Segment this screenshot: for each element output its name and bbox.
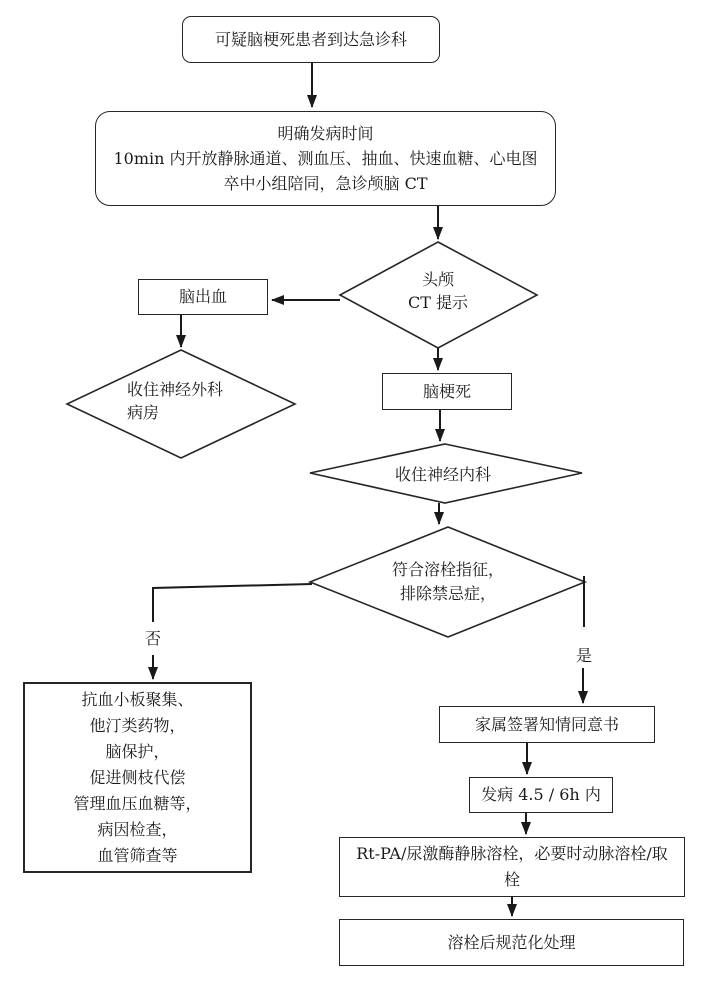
node-post-care-text: 溶栓后规范化处理 [447, 932, 576, 952]
node-neurosurgery-label [127, 378, 277, 424]
node-ct-decision-line2: CT 提示 [407, 292, 468, 312]
node-thrombolysis-check-label [358, 558, 538, 606]
node-time-window-text: 发病 4.5 / 6h 内 [481, 785, 601, 804]
node-time-window [469, 777, 613, 813]
node-neurosurgery-line1: 收住神经外科 [127, 380, 224, 399]
node-neurology-label [363, 463, 523, 485]
node-consent [439, 706, 655, 743]
node-triage [95, 111, 556, 206]
node-infarction-text: 脑梗死 [422, 381, 471, 401]
node-conservative-line1: 抗血小板聚集、 [81, 689, 194, 709]
node-start [182, 16, 440, 63]
branch-label-no: 否 [144, 629, 161, 648]
node-conservative-line3: 脑保护， [105, 741, 170, 761]
node-triage-line3: 卒中小组陪同，急诊颅脑 CT [223, 174, 428, 193]
node-start-text: 可疑脑梗死患者到达急诊科 [214, 29, 407, 49]
node-ct-decision-line1: 头颅 [421, 269, 454, 289]
node-conservative-line6: 病因检查， [97, 819, 178, 839]
node-thrombolysis-line1: Rt-PA/尿激酶静脉溶栓，必要时动脉溶栓/取 [356, 844, 668, 863]
node-conservative-line2: 他汀类药物， [89, 715, 186, 735]
connector-no-branch-elbow [153, 584, 312, 622]
node-triage-line1: 明确发病时间 [277, 124, 374, 143]
node-triage-line2: 10min 内开放静脉通道、测血压、抽血、快速血糖、心电图 [113, 149, 538, 168]
node-conservative [23, 682, 252, 873]
node-ct-decision-label [358, 263, 518, 318]
node-consent-text: 家属签署知情同意书 [474, 714, 619, 734]
node-neurosurgery-line2: 病房 [127, 403, 160, 422]
node-thrombolysis-check-line2: 排除禁忌症， [399, 584, 496, 603]
node-thrombolysis [339, 837, 685, 897]
node-conservative-line4: 促进侧枝代偿 [89, 767, 186, 787]
node-hemorrhage-text: 脑出血 [178, 287, 227, 306]
node-infarction [382, 373, 512, 410]
node-conservative-line5: 管理血压血糖等， [73, 793, 202, 813]
node-neurology-text: 收住神经内科 [394, 464, 491, 484]
node-post-care [339, 919, 684, 966]
node-conservative-line7: 血管筛查等 [97, 845, 178, 865]
node-thrombolysis-check-line1: 符合溶栓指征， [391, 560, 504, 579]
node-thrombolysis-line2: 栓 [503, 870, 520, 889]
branch-label-yes: 是 [575, 646, 592, 665]
node-hemorrhage [138, 279, 268, 315]
